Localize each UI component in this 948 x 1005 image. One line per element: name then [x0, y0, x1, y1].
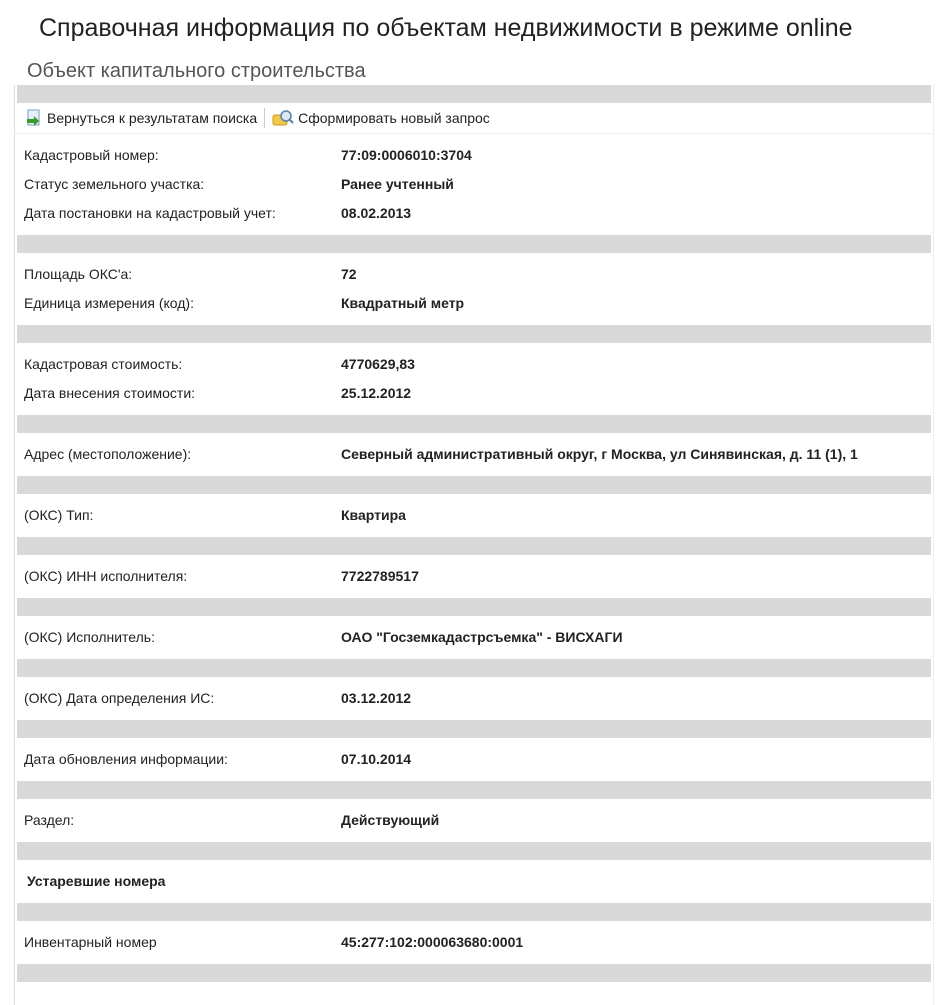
info-section — [15, 494, 933, 537]
info-section — [15, 134, 933, 235]
toolbar — [15, 103, 933, 134]
back-document-icon — [25, 109, 43, 127]
field-value: ОАО "Госземкадастрсъемка" - ВИСХАГИ — [341, 628, 623, 645]
divider — [17, 476, 931, 494]
divider — [17, 903, 931, 921]
field-label: (ОКС) Исполнитель: — [24, 628, 155, 645]
field-value: Ранее учтенный — [341, 175, 454, 192]
divider — [17, 85, 931, 103]
info-row — [15, 500, 933, 529]
field-value: 77:09:0006010:3704 — [341, 146, 472, 163]
field-label: Дата внесения стоимости: — [24, 384, 196, 401]
field-label: (ОКС) Тип: — [24, 506, 94, 523]
field-label: Раздел: — [24, 811, 75, 828]
divider — [17, 415, 931, 433]
new-query-button[interactable] — [270, 107, 492, 129]
info-row — [15, 378, 933, 407]
info-row — [15, 140, 933, 169]
divider — [17, 781, 931, 799]
divider — [17, 659, 931, 677]
field-value: Действующий — [341, 811, 440, 828]
old-numbers-heading: Устаревшие номера — [27, 872, 166, 889]
field-value: Квартира — [341, 506, 406, 523]
field-value: 07.10.2014 — [341, 750, 412, 767]
field-value: 25.12.2012 — [341, 384, 412, 401]
info-row — [15, 259, 933, 288]
field-value: 72 — [341, 265, 357, 282]
field-value: 4770629,83 — [341, 355, 415, 372]
field-label: Статус земельного участка: — [24, 175, 205, 192]
info-section — [15, 738, 933, 781]
divider — [17, 842, 931, 860]
info-row — [15, 288, 933, 317]
info-row — [15, 744, 933, 773]
field-label: Кадастровый номер: — [24, 146, 159, 163]
info-row — [15, 561, 933, 590]
field-label: Кадастровая стоимость: — [24, 355, 183, 372]
info-row — [15, 683, 933, 712]
divider — [17, 720, 931, 738]
info-row — [15, 198, 933, 227]
divider — [17, 964, 931, 982]
info-section — [15, 433, 933, 476]
field-label: Единица измерения (код): — [24, 294, 194, 311]
back-to-results-button[interactable] — [23, 107, 259, 129]
info-row — [15, 439, 933, 468]
field-value: 08.02.2013 — [341, 204, 412, 221]
info-section — [15, 343, 933, 415]
divider — [17, 537, 931, 555]
field-value: 7722789517 — [341, 567, 419, 584]
info-row — [15, 169, 933, 198]
search-folder-icon — [272, 109, 294, 127]
page-title: Справочная информация по объектам недвижимости в режиме online — [39, 14, 853, 42]
info-row — [15, 622, 933, 651]
info-section — [15, 799, 933, 842]
field-value: Северный административный округ, г Москва, ул Синявинская, д. 11 (1), 1 — [341, 445, 858, 462]
info-section — [15, 253, 933, 325]
info-section — [15, 555, 933, 598]
page-subtitle: Объект капитального строительства — [27, 60, 366, 82]
info-row — [15, 805, 933, 834]
back-label: Вернуться к результатам поиска — [47, 110, 258, 126]
old-numbers-heading-section — [15, 860, 933, 903]
divider — [17, 598, 931, 616]
field-label: Адрес (местоположение): — [24, 445, 192, 462]
old-numbers-section — [15, 921, 933, 964]
field-value: 03.12.2012 — [341, 689, 412, 706]
info-section — [15, 616, 933, 659]
field-label: Дата обновления информации: — [24, 750, 228, 767]
divider — [17, 235, 931, 253]
field-value: 45:277:102:000063680:0001 — [341, 933, 524, 950]
info-section — [15, 677, 933, 720]
object-panel — [14, 85, 934, 1005]
info-row — [15, 927, 933, 956]
field-label: (ОКС) ИНН исполнителя: — [24, 567, 188, 584]
new-query-label: Сформировать новый запрос — [298, 110, 490, 126]
toolbar-separator — [264, 108, 265, 128]
field-label: Дата постановки на кадастровый учет: — [24, 204, 276, 221]
divider — [17, 325, 931, 343]
info-row — [15, 349, 933, 378]
field-label: Инвентарный номер — [24, 933, 157, 950]
field-value: Квадратный метр — [341, 294, 465, 311]
field-label: (ОКС) Дата определения ИС: — [24, 689, 215, 706]
field-label: Площадь ОКС'а: — [24, 265, 133, 282]
